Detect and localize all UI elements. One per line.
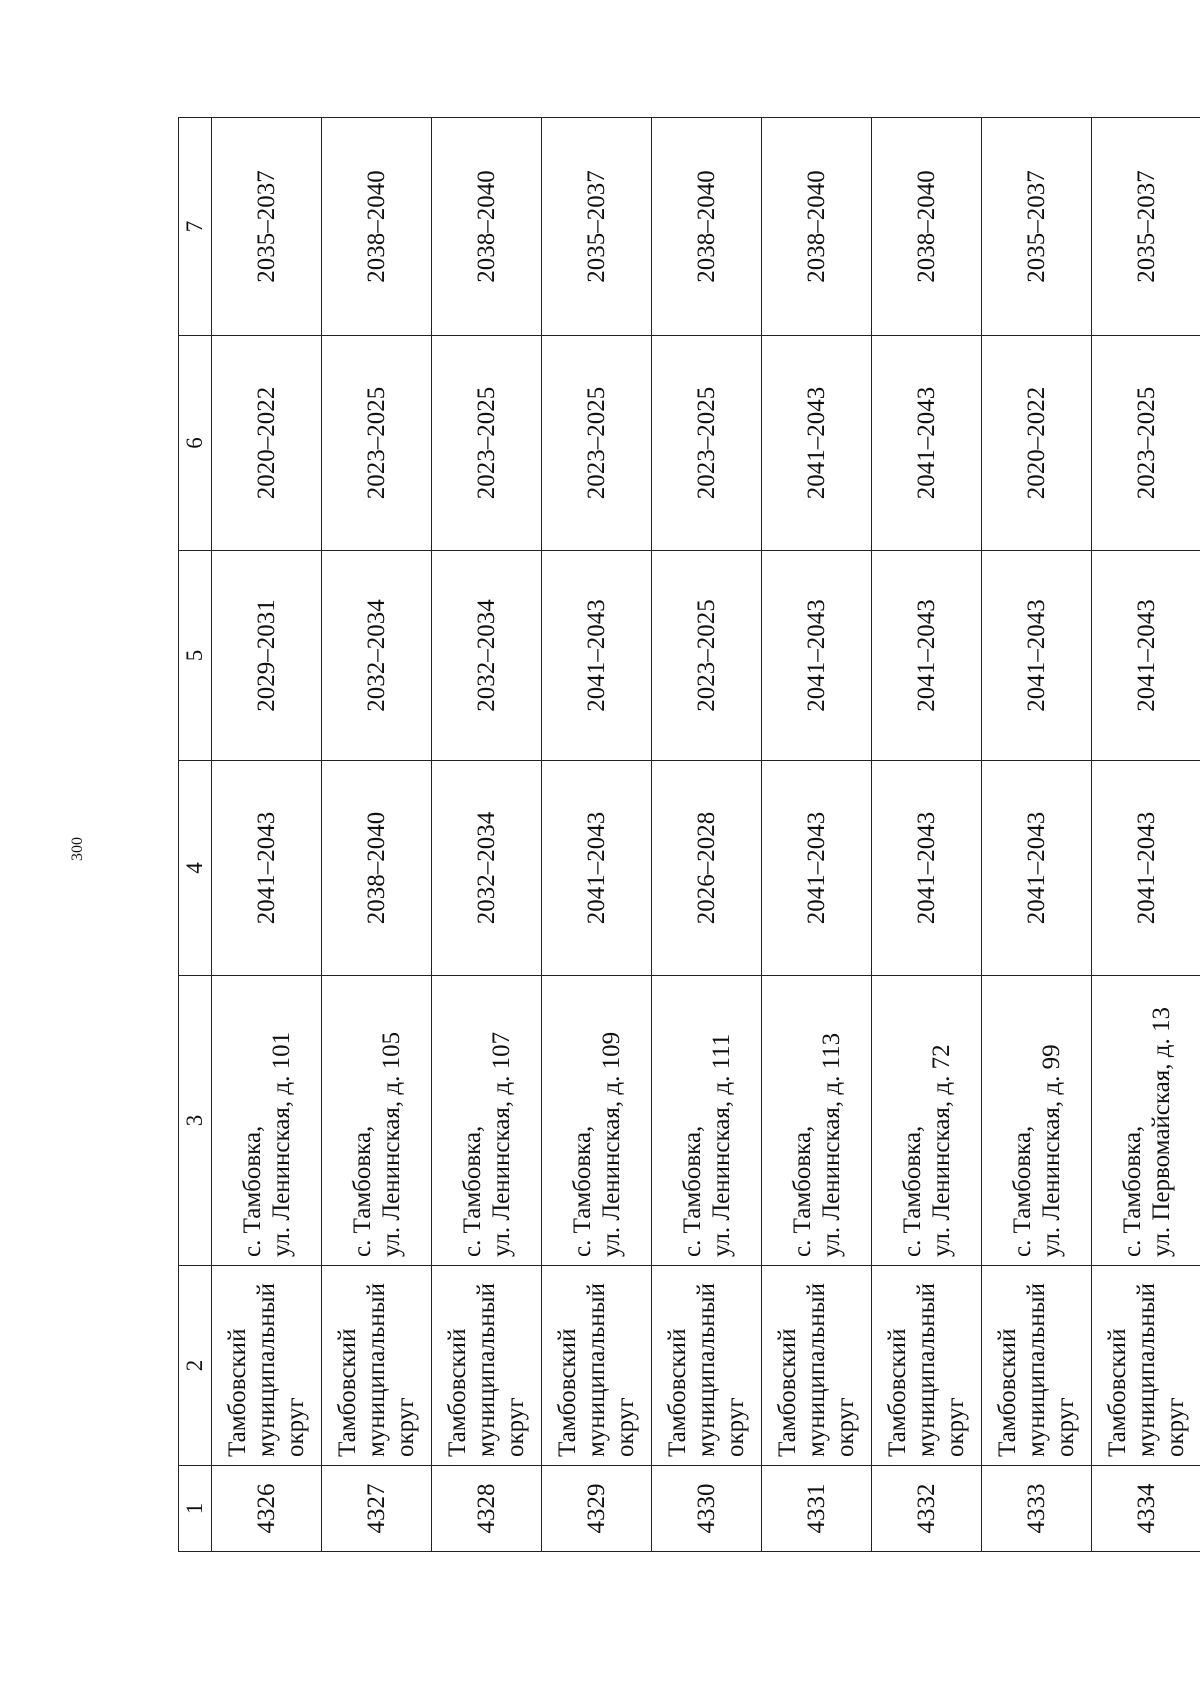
- cell-address: [542, 976, 652, 1266]
- cell-period: 2035–2037: [212, 118, 322, 336]
- cell-period: 2041–2043: [872, 551, 982, 761]
- cell-period: 2041–2043: [1092, 551, 1200, 761]
- cell-address: [652, 976, 762, 1266]
- cell-line: ул. Ленинская, д. 99: [1037, 1044, 1065, 1257]
- cell-line: ул. Первомайская, д. 13: [1147, 1007, 1175, 1257]
- cell-period: 2023–2025: [542, 336, 652, 551]
- cell-address: [872, 976, 982, 1266]
- cell-line: ул. Ленинская, д. 113: [817, 1032, 845, 1257]
- cell-line: ул. Ленинская, д. 109: [597, 1031, 625, 1257]
- cell-line: округ: [502, 1397, 529, 1457]
- column-header: 3: [179, 976, 212, 1266]
- cell-line: Тамбовский: [884, 1328, 911, 1457]
- cell-district: [432, 1266, 542, 1466]
- table-row: [212, 118, 322, 1552]
- cell-address: [982, 976, 1092, 1266]
- cell-id: 4328: [432, 1466, 542, 1552]
- cell-line: муниципальный: [803, 1283, 830, 1457]
- cell-period: 2035–2037: [1092, 118, 1200, 336]
- cell-line: округ: [1052, 1397, 1079, 1457]
- cell-district: [322, 1266, 432, 1466]
- data-table: [178, 117, 1200, 1552]
- cell-line: муниципальный: [693, 1283, 720, 1457]
- cell-period: 2032–2034: [432, 551, 542, 761]
- page-number: 300: [69, 837, 86, 861]
- cell-period: 2023–2025: [652, 336, 762, 551]
- cell-period: 2020–2022: [982, 336, 1092, 551]
- column-header: 2: [179, 1266, 212, 1466]
- cell-period: 2041–2043: [872, 761, 982, 976]
- cell-district: [1092, 1266, 1200, 1466]
- cell-line: с. Тамбовка,: [1118, 1125, 1146, 1257]
- cell-period: 2023–2025: [432, 336, 542, 551]
- cell-period: 2032–2034: [322, 551, 432, 761]
- cell-period: 2038–2040: [322, 118, 432, 336]
- cell-line: округ: [282, 1397, 309, 1457]
- cell-period: 2041–2043: [982, 761, 1092, 976]
- cell-period: 2041–2043: [542, 761, 652, 976]
- cell-line: Тамбовский: [1104, 1328, 1131, 1457]
- cell-period: 2023–2025: [1092, 336, 1200, 551]
- cell-line: с. Тамбовка,: [238, 1125, 266, 1257]
- cell-line: с. Тамбовка,: [458, 1125, 486, 1257]
- cell-id: 4331: [762, 1466, 872, 1552]
- cell-district: [982, 1266, 1092, 1466]
- cell-line: муниципальный: [1023, 1283, 1050, 1457]
- cell-line: Тамбовский: [334, 1328, 361, 1457]
- cell-address: [1092, 976, 1200, 1266]
- cell-id: 4334: [1092, 1466, 1200, 1552]
- cell-line: с. Тамбовка,: [898, 1125, 926, 1257]
- cell-period: 2038–2040: [322, 761, 432, 976]
- table-header-row: [179, 118, 212, 1552]
- cell-address: [212, 976, 322, 1266]
- cell-line: округ: [612, 1397, 639, 1457]
- cell-line: Тамбовский: [224, 1328, 251, 1457]
- cell-period: 2041–2043: [1092, 761, 1200, 976]
- cell-line: с. Тамбовка,: [1008, 1125, 1036, 1257]
- cell-address: [762, 976, 872, 1266]
- cell-period: 2041–2043: [872, 336, 982, 551]
- cell-address: [322, 976, 432, 1266]
- cell-period: 2038–2040: [432, 118, 542, 336]
- column-header: 7: [179, 118, 212, 336]
- cell-line: муниципальный: [253, 1283, 280, 1457]
- table-row: [652, 118, 762, 1552]
- cell-period: 2026–2028: [652, 761, 762, 976]
- cell-line: муниципальный: [363, 1283, 390, 1457]
- cell-line: округ: [392, 1397, 419, 1457]
- cell-district: [212, 1266, 322, 1466]
- table-row: [762, 118, 872, 1552]
- cell-line: с. Тамбовка,: [678, 1125, 706, 1257]
- cell-period: 2032–2034: [432, 761, 542, 976]
- table-container: [178, 118, 1200, 1552]
- cell-period: 2041–2043: [762, 336, 872, 551]
- column-header: 1: [179, 1466, 212, 1552]
- cell-period: 2038–2040: [652, 118, 762, 336]
- column-header: 5: [179, 551, 212, 761]
- cell-period: 2041–2043: [542, 551, 652, 761]
- cell-line: с. Тамбовка,: [348, 1125, 376, 1257]
- cell-line: ул. Ленинская, д. 111: [707, 1033, 735, 1257]
- cell-district: [762, 1266, 872, 1466]
- cell-district: [872, 1266, 982, 1466]
- cell-line: округ: [722, 1397, 749, 1457]
- cell-period: 2038–2040: [872, 118, 982, 336]
- cell-line: Тамбовский: [774, 1328, 801, 1457]
- cell-id: 4326: [212, 1466, 322, 1552]
- cell-district: [542, 1266, 652, 1466]
- cell-line: муниципальный: [1133, 1283, 1160, 1457]
- cell-line: ул. Ленинская, д. 101: [267, 1031, 295, 1257]
- cell-period: 2023–2025: [652, 551, 762, 761]
- table-row: [982, 118, 1092, 1552]
- cell-district: [652, 1266, 762, 1466]
- cell-line: ул. Ленинская, д. 72: [927, 1044, 955, 1257]
- cell-id: 4329: [542, 1466, 652, 1552]
- cell-line: округ: [832, 1397, 859, 1457]
- cell-line: Тамбовский: [664, 1328, 691, 1457]
- cell-period: 2029–2031: [212, 551, 322, 761]
- column-header: 4: [179, 761, 212, 976]
- cell-id: 4327: [322, 1466, 432, 1552]
- cell-period: 2041–2043: [212, 761, 322, 976]
- cell-line: ул. Ленинская, д. 105: [377, 1031, 405, 1257]
- cell-address: [432, 976, 542, 1266]
- table-row: [872, 118, 982, 1552]
- cell-line: округ: [1162, 1397, 1189, 1457]
- cell-line: муниципальный: [583, 1283, 610, 1457]
- cell-line: ул. Ленинская, д. 107: [487, 1031, 515, 1257]
- cell-period: 2020–2022: [212, 336, 322, 551]
- cell-period: 2035–2037: [982, 118, 1092, 336]
- table-row: [432, 118, 542, 1552]
- cell-line: Тамбовский: [444, 1328, 471, 1457]
- cell-line: с. Тамбовка,: [788, 1125, 816, 1257]
- cell-line: округ: [942, 1397, 969, 1457]
- cell-id: 4333: [982, 1466, 1092, 1552]
- cell-line: Тамбовский: [554, 1328, 581, 1457]
- column-header: 6: [179, 336, 212, 551]
- cell-line: муниципальный: [913, 1283, 940, 1457]
- cell-period: 2041–2043: [762, 551, 872, 761]
- cell-period: 2038–2040: [762, 118, 872, 336]
- cell-line: муниципальный: [473, 1283, 500, 1457]
- cell-period: 2035–2037: [542, 118, 652, 336]
- cell-id: 4332: [872, 1466, 982, 1552]
- table-row: [542, 118, 652, 1552]
- cell-line: Тамбовский: [994, 1328, 1021, 1457]
- cell-period: 2023–2025: [322, 336, 432, 551]
- table-row: [322, 118, 432, 1552]
- cell-id: 4330: [652, 1466, 762, 1552]
- cell-period: 2041–2043: [982, 551, 1092, 761]
- cell-line: с. Тамбовка,: [568, 1125, 596, 1257]
- cell-period: 2041–2043: [762, 761, 872, 976]
- table-row: [1092, 118, 1200, 1552]
